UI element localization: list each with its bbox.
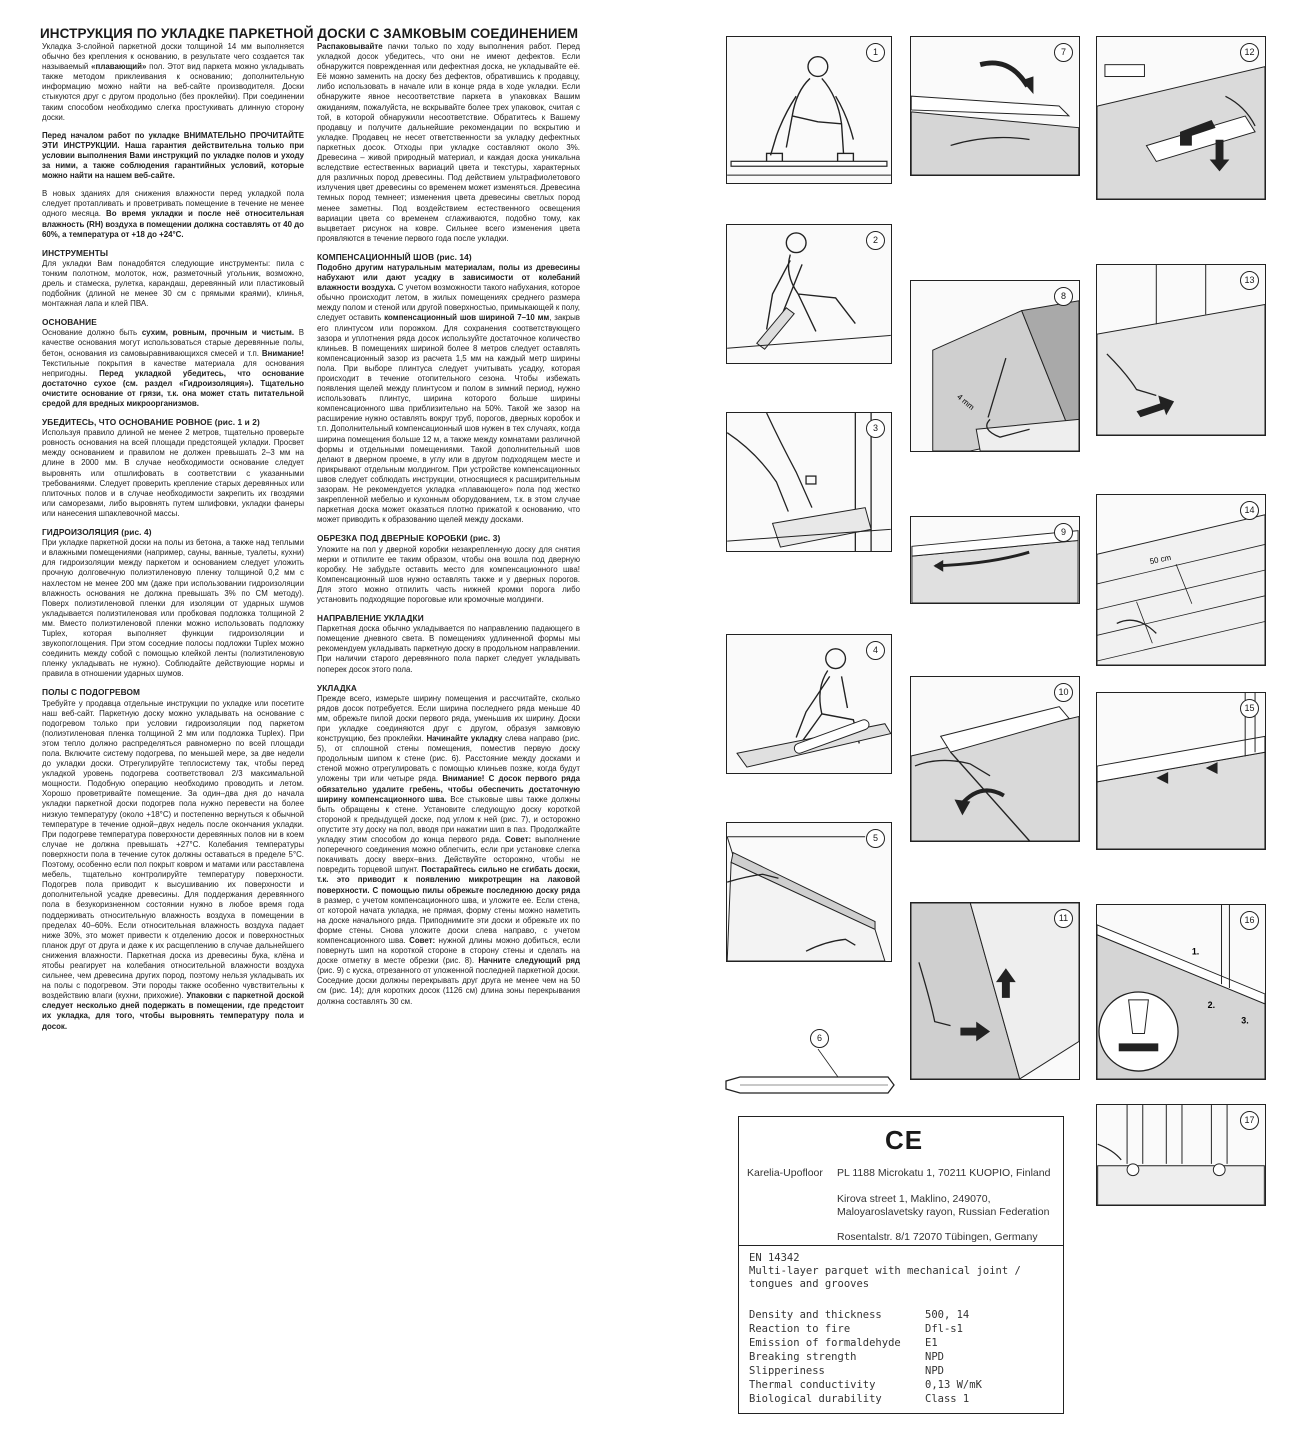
figure-14-offset xyxy=(1096,494,1266,666)
figure-10-lock-rows xyxy=(910,676,1080,842)
figure-number: 4 xyxy=(866,641,885,660)
board-offset-illustration xyxy=(1097,495,1265,665)
step-label: 3. xyxy=(1241,1015,1249,1026)
text-section xyxy=(42,417,304,519)
figure-number: 12 xyxy=(1240,43,1259,62)
figure-12-last-row xyxy=(1096,36,1266,200)
text-section xyxy=(42,248,304,310)
property-name: Thermal conductivity xyxy=(749,1379,876,1391)
figure-number: 6 xyxy=(810,1029,829,1048)
section-paragraph: Подобно другим натуральным материалам, полы из древесины набухают или дают усадку в зависимости от колебаний влажности воздуха. С учетом возможности такого набухания, которое обычно происходит летом, в жилых помещениях среднего размера между полом и стеной или другой поверхностью, примыкающей к полу, следует оставить компенсационный шов шириной 7–10 мм, закрыв его плинтусом или порожком. Для сохранения соответствующего зазора и уплотнения ряда досок используйте достаточное количество клиньев. В помещениях шириной более 8 метров следует оставлять компенсационный зазор из расчета 1,5 мм на каждый метр ширины пола. При выборе плинтуса следует учитывать усадку, которая происходит в течение отопительного сезона. Чтобы избежать появления щелей между плинтусом и полом в зимний период, нужно использовать плинтус, ширина которого больше ширины компенсационного шва приблизительно на 50%. Такой же зазор на расширение нужно оставлять вокруг труб, порогов, дверных коробок и т.п. Дополнительный компенсационный шов нужен в тех случаях, когда ширина помещения больше 12 м, а также между комнатами различной формы и отдельными помещениями. Такой дополнительный шов делают в дверном проеме, в углу или в другом подходящем месте и прикрывают отдельным молдингом. При устройстве компенсационных швов следует соблюдать инструкции, относящиеся к расширительным зазорам. Не рекомендуется укладка «плавающего» пола под жестко закрепленной мебелью и кухонным оборудованием, т.к. в этом случае паркетная доска может оказаться плотно прижатой к основанию, что может приводить к образованию щелей между досками. xyxy=(317,262,580,525)
crouching-worker-with-straightedge-illustration xyxy=(727,225,891,363)
figure-8-mark-cut xyxy=(910,280,1080,452)
ce-certificate xyxy=(738,1116,1064,1246)
section-heading: ГИДРОИЗОЛЯЦИЯ (рис. 4) xyxy=(42,527,152,538)
section-heading: ПОЛЫ С ПОДОГРЕВОМ xyxy=(42,687,141,698)
property-row xyxy=(749,1350,1049,1364)
page-title: ИНСТРУКЦИЯ ПО УКЛАДКЕ ПАРКЕТНОЙ ДОСКИ С ЗАМКОВЫМ СОЕДИНЕНИЕМ xyxy=(40,26,579,41)
board-under-door-frame-illustration xyxy=(911,903,1079,1079)
section-paragraph: Основание должно быть сухим, ровным, прочным и чистым. В качестве основания могут использоваться старые деревянные полы, бетон, основания из самовыравнивающихся смесей и т.п. Внимание! Текстильные покрытия в качестве материала для основания непригодны. Перед укладкой убедитесь, что основание достаточно сухое (см. раздел «Гидроизоляция»). Тщательно очистите основание от грязи, т.к. она может стать питательной средой для вредных микроорганизмов. xyxy=(42,328,305,408)
text-section xyxy=(317,252,580,526)
section-heading: КОМПЕНСАЦИОННЫЙ ШОВ (рис. 14) xyxy=(317,251,472,262)
section-paragraph: Паркетная доска обычно укладывается по направлению падающего в помещение дневного света. В помещениях удлиненной формы мы рекомендуем укладывать паркетную доску в продольном направлении. При наличии старого деревянного пола паркет следует укладывать поперек досок этого пола. xyxy=(317,624,581,674)
figure-number: 10 xyxy=(1054,683,1073,702)
figure-1-check-floor-level xyxy=(726,36,892,184)
section-paragraph: Распаковывайте пачки только по ходу выполнения работ. Перед укладкой досок убедитесь, что они не имеют дефектов. Если обнаружится поврежденная или дефектная доска, не укладывайте её. Её можно заменить на доску без дефектов, обратившись к продавцу, либо использовать в начале или в конце ряда в ходе укладки. Если обнаружите явное несоответствие паркета в упаковках Вашим ожиданиям, пожалуйста, не вскрывайте более трех упаковок, считая с той, в которой обнаружили несоответствие. Обратитесь к Вашему продавцу и получите дальнейшие рекомендации по вскрытию и укладке. Продавец не несет ответственности за укладку дефектных паркетных досок. Отходы при укладке составляют около 3%. Древесина – живой природный материал, и каждая доска уникальна вследствие естественных вариаций цвета и текстуры, характерных для различных пород древесины. Под действием ультрафиолетового излучения цвет древесины со временем может изменяться. Древесина темных пород темнеет; изменения цвета древесины светлых пород менее заметны. Под воздействием естественного освещения вариации цвета со временем сглаживаются, подобно тому, как выцветает рисунок на ковре. Сильнее всего изменения цвета проявляются в течение первого года после укладки. xyxy=(317,42,580,243)
marking-board-illustration xyxy=(911,281,1079,451)
step-label: 1. xyxy=(1191,946,1200,957)
ce-mark: CE xyxy=(885,1125,924,1155)
pull-bar-illustration xyxy=(1097,265,1265,435)
text-section xyxy=(42,687,304,1031)
figure-15-expansion-gap xyxy=(1096,692,1266,850)
property-value: NPD xyxy=(925,1351,944,1363)
text-section xyxy=(42,317,304,409)
figure-16-pipe-cutout xyxy=(1096,904,1266,1080)
product-description: tongues and grooves xyxy=(749,1278,870,1290)
text-section xyxy=(317,533,580,605)
figure-number: 14 xyxy=(1240,501,1259,520)
standard-code: EN 14342 xyxy=(749,1252,800,1264)
section-paragraph: В новых зданиях для снижения влажности перед укладкой пола следует протапливать и проветривать помещение в течение не менее одного месяца. Во время укладки и после неё относительная влажность (RH) воздуха в помещении должна составлять от 40 до 60%, а температура от +18 до +24°С. xyxy=(42,189,304,239)
figure-13-spacing xyxy=(1096,264,1266,436)
figure-5-first-row xyxy=(726,822,892,962)
board-angle-insertion-illustration xyxy=(911,37,1079,175)
figure-number: 1 xyxy=(866,43,885,62)
text-section xyxy=(317,683,580,1007)
laying-first-board-illustration xyxy=(727,823,891,961)
figure-number: 11 xyxy=(1054,909,1073,928)
step-label: 2. xyxy=(1207,999,1216,1010)
door-frame-saw-illustration xyxy=(727,413,891,551)
section-heading: ОБРЕЗКА ПОД ДВЕРНЫЕ КОРОБКИ (рис. 3) xyxy=(317,533,501,544)
kneeling-worker-with-straightedge-illustration xyxy=(727,37,891,183)
property-row xyxy=(749,1336,1049,1350)
figure-11-insert-under-frame xyxy=(910,902,1080,1080)
figure-number: 7 xyxy=(1054,43,1073,62)
section-paragraph: Требуйте у продавца отдельные инструкции по укладке или посетите наш веб-сайт. Паркетную доску можно укладывать на основание с подогревом только при условии гидроизоляции под паркетом (полиэтиленовая пленка толщиной 2 мм или подложка Tuplex). При этом тепло должно распределяться равномерно по всей площади пола. Включите систему подогрева, по меньшей мере, за две недели до укладки доски. Отрегулируйте теплосистему так, чтобы перед укладкой уровень подогрева соответствовал 2/3 максимальной мощности. Подобную операцию необходимо проводить и летом. Хорошо проветривайте помещение. За один–два дня до начала укладки паркетной доски подогрев пола нужно перевести на более низкую температуру (около +18°С) и постепенно вернуться к обычной температуре в течение одной–двух недель после окончания укладки. При подогреве температура поверхности деревянных полов ни в коем случае не должна превышать +27°С. Колебания температуры поверхности пола в течение суток должны оставаться в пределе 5°С. Поэтому, особенно если пол покрыт ковром и матами или расставлена мебель, тщательно контролируйте температуру поверхности. Подогрев пола приводит к высушиванию их поверхности и дополнительной усадке древесины. Для поддержания деревянного пола в безукоризненном состоянии нужно в любое время года поддерживать относительную влажность воздуха в помещении в пределах 40–60%. Если относительная влажность воздуха падает ниже 30%, это может привести к отделению досок и поверхностных планок друг от друга и даже к их расщеплению в случае дальнейшего снижения влажности. Паркетная доска из древесины бука, клёна и ятобы реагирует на колебания относительной влажности воздуха сильнее, чем древесина других пород, поэтому нельзя укладывать их на полы с подогревом. Эти породы также особенно чувствительны к воздействию влаги (кухни, прихожие). Упаковки с паркетной доской следует несколько дней подержать в помещении, где предстоит их укладка, для того, чтобы выровнять температуру пола и досок. xyxy=(42,698,304,1031)
property-value: E1 xyxy=(925,1337,938,1349)
property-name: Breaking strength xyxy=(749,1351,857,1363)
board-tongue-groove-profile-illustration xyxy=(718,1027,896,1099)
section-heading: НАПРАВЛЕНИЕ УКЛАДКИ xyxy=(317,613,424,624)
property-table xyxy=(749,1308,1049,1406)
address-russia-line1: Kirova street 1, Maklino, 249070, xyxy=(837,1193,991,1205)
figure-6-board-profile xyxy=(718,1027,896,1099)
figure-number: 5 xyxy=(866,829,885,848)
manufacturer-name: Karelia-Upofloor xyxy=(747,1167,823,1179)
figure-number: 16 xyxy=(1240,911,1259,930)
property-row xyxy=(749,1364,1049,1378)
property-row xyxy=(749,1322,1049,1336)
section-heading: ИНСТРУМЕНТЫ xyxy=(42,247,109,258)
product-specification xyxy=(738,1246,1064,1414)
property-name: Emission of formaldehyde xyxy=(749,1337,901,1349)
section-paragraph: Для укладки Вам понадобятся следующие инструменты: пила с тонким полотном, молоток, нож, разметочный угольник, возможно, дрель и стамеска, рулетка, карандаш, деревянный или пластиковый подбойник (длиной не менее 30 см с прямыми краями), клинья, монтажная лапа и клей ПВА. xyxy=(42,258,304,309)
figure-3-door-frame-cutting xyxy=(726,412,892,552)
product-standard xyxy=(749,1252,1021,1291)
text-section xyxy=(317,42,580,244)
property-value: 0,13 W/mK xyxy=(925,1379,982,1391)
figure-9-next-row xyxy=(910,516,1080,604)
section-heading: УКЛАДКА xyxy=(317,682,358,693)
text-section xyxy=(42,189,304,239)
wedge-spacers-illustration xyxy=(1097,693,1265,849)
figure-2-check-floor-level xyxy=(726,224,892,364)
text-section xyxy=(42,131,304,181)
property-name: Slipperiness xyxy=(749,1365,825,1377)
section-paragraph: Прежде всего, измерьте ширину помещения и рассчитайте, сколько рядов досок потребуется. Если ширина последнего ряда меньше 40 мм, обрежьте пилой доски первого ряда, уменьшив их ширину. Доски при укладке соединяются друг с другом, образуя замковую конструкцию, без проклейки. Начинайте укладку слева направо (рис. 5), от сплошной стены помещения, поместив первую доску продольным шипом к стене (рис. 6). Расстояние между досками и стеной можно отрегулировать с помощью клиньев позже, когда будут уложены три или четыре ряда. Внимание! С досок первого ряда обязательно удалите гребень, чтобы обеспечить достаточную ширину компенсационного шва. Все стыковые швы также должны быть обращены к стене. Установите следующую доску короткой стороной к предыдущей доске, под углом к ней (рис. 7), и осторожно опустите эту доску на пол, вводя при нажатии шип в паз. Продолжайте укладку этим способом до конца первого ряда. Совет: выполнение поперечного соединения можно облегчить, если при установке слегка покачивать доску вверх–вниз. Действуйте осторожно, чтобы не повредить торцевой шпунт. Постарайтесь сильно не сгибать доски, т.к. это приводит к появлению микротрещин на лаковой поверхности. С помощью пилы обрежьте последнюю доску ряда в размер, с учетом компенсационного шва, и уложите ее. Если стена, от которой начата укладка, не прямая, форму стены можно наметить на доске начального ряда. Приподнимите эти доски и обрежьте их по форме стены. Снова уложите доски слева направо, с учетом компенсационного шва. Совет: нужной длины можно добиться, если повернуть шип на короткой стороне в сторону стены и сделать на доске отметку в месте обрезки (рис. 8). Начните следующий ряд (рис. 9) с куска, отрезанного от уложенной последней паркетной доски. Соседние доски должны перекрывать друг друга не менее чем на 50 см (рис. 14); для коротких досок (1126 см) длина зоны перекрывания должна составлять 30 см. xyxy=(317,693,581,1006)
figure-number: 2 xyxy=(866,231,885,250)
figure-number: 13 xyxy=(1240,271,1259,290)
property-row xyxy=(749,1392,1049,1406)
figure-4-waterproofing-film xyxy=(726,634,892,774)
figure-7-angle-joint xyxy=(910,36,1080,176)
figure-number: 9 xyxy=(1054,523,1073,542)
figure-17-pipe-collar xyxy=(1096,1104,1266,1206)
locking-row-illustration xyxy=(911,677,1079,841)
property-name: Biological durability xyxy=(749,1393,882,1405)
property-value: Class 1 xyxy=(925,1393,970,1405)
section-heading: УБЕДИТЕСЬ, ЧТО ОСНОВАНИЕ РОВНОЕ (рис. 1 и 2) xyxy=(42,417,260,428)
last-row-placement-illustration xyxy=(1097,37,1265,199)
product-description: Multi-layer parquet with mechanical joint / xyxy=(749,1265,1021,1277)
dimension-label: 50 cm xyxy=(1148,552,1172,567)
address-germany: Rosentalstr. 8/1 72070 Tübingen, Germany xyxy=(837,1231,1038,1243)
text-column-right xyxy=(317,42,580,1015)
figure-number: 15 xyxy=(1240,699,1259,718)
address-russia-line2: Maloyaroslavetsky rayon, Russian Federation xyxy=(837,1206,1050,1218)
text-section xyxy=(42,527,304,679)
property-name: Reaction to fire xyxy=(749,1323,851,1335)
property-value: Dfl-s1 xyxy=(925,1323,963,1335)
property-row xyxy=(749,1308,1049,1322)
dimension-label: 4 mm xyxy=(955,392,977,412)
worker-rolling-film-illustration xyxy=(727,635,891,773)
section-paragraph: При укладке паркетной доски на полы из бетона, а также над теплыми и влажными помещениями (например, сауны, ванные, туалеты, кухни) для гидроизоляции между паркетом и основанием следует уложить прочную долговечную полиэтиленовую пленку толщиной 0,2 мм с нахлестом не менее 200 мм (даже при использовании гидроизоляции влажность основания не должна превышать 3% по CM методу). Поверх полиэтиленовой пленки для изоляции от ударных шумов укладывается полиэтиленовая или пробковая подложка толщиной 2 мм. Вместо полиэтиленовой пленки можно использовать подложку Tuplex, которая выполняет функции гидроизоляции и звукопоглощения. При этом соседние полосы подложки Tuplex можно соединить между собой с помощью клейкой ленты (полиэтиленовую пленку укладывать не нужно). Соблюдайте действующие нормы и правила в отношении ударных шумов. xyxy=(42,538,304,679)
figure-number: 8 xyxy=(1054,287,1073,306)
section-paragraph: Используя правило длиной не менее 2 метров, тщательно проверьте ровность основания на всей площади предстоящей укладки. Просвет между основанием и правилом не должен превышать 2–3 мм на длине в 2000 мм. В случае необходимости основание следует выровнять или отшлифовать в соответствии с указанными требованиями. Следует проверить крепление старых деревянных или плиточных полов и в случае необходимости закрепить их гвоздями или саморезами, либо выровнять путем шлифовки, укладки фанеры или нанесения шпаклевочной массы. xyxy=(42,428,304,518)
figure-number: 17 xyxy=(1240,1111,1259,1130)
text-section xyxy=(42,42,304,123)
text-section xyxy=(317,613,580,675)
text-column-left xyxy=(42,42,304,1040)
section-paragraph: Уложите на пол у дверной коробки незакрепленную доску для снятия мерки и отпилите ее таким образом, чтобы она вошла под дверную коробку. Не забудьте оставить место для компенсационного шва! Компенсационный шов нужно оставлять также и у дверных порогов. Для этого можно отпилить часть нижней кромки порога либо установить подходящие пороговые или кромочные молдинги. xyxy=(317,544,580,604)
property-value: 500, 14 xyxy=(925,1309,970,1321)
pipe-hole-drilling-illustration xyxy=(1097,905,1265,1079)
section-heading: ОСНОВАНИЕ xyxy=(42,317,97,328)
section-paragraph: Укладка 3-слойной паркетной доски толщиной 14 мм выполняется обычно без крепления к основанию, в результате чего создается так называемый «плавающий» пол. Этот вид паркета можно укладывать также методом приклеивания к основанию; дополнительную информацию можно найти на веб-сайте производителя. Доски стыкуются друг с другом продольно (без проклейки). При соединении таким способом необходимо слегка простукивать длинную сторону доски. xyxy=(42,42,305,122)
address-finland: PL 1188 Microkatu 1, 70211 KUOPIO, Finland xyxy=(837,1167,1051,1179)
property-name: Density and thickness xyxy=(749,1309,882,1321)
property-row xyxy=(749,1378,1049,1392)
section-paragraph: Перед началом работ по укладке ВНИМАТЕЛЬНО ПРОЧИТАЙТЕ ЭТИ ИНСТРУКЦИИ. Наша гарантия действительна только при условии выполнения Вами инструкций по укладке полов и уходу за ними, а также соблюдения гарантийных условий, которые можно найти на нашем веб-сайте. xyxy=(42,130,304,181)
property-value: NPD xyxy=(925,1365,944,1377)
figure-number: 3 xyxy=(866,419,885,438)
